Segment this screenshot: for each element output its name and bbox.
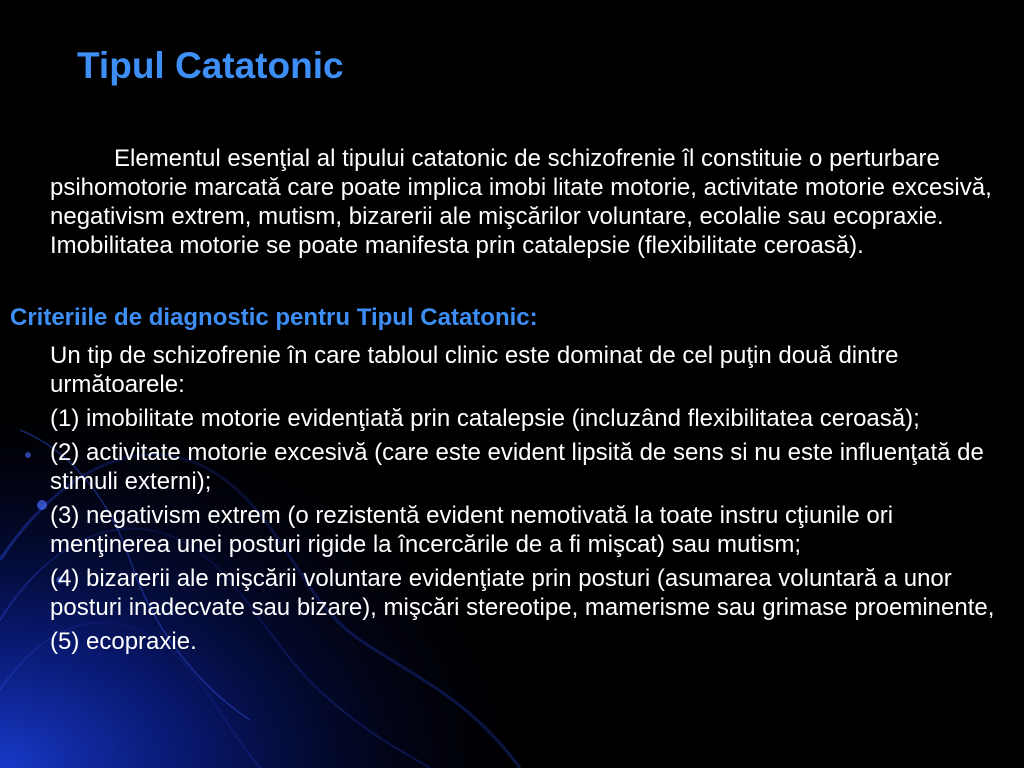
criteria-item-1: (1) imobilitate motorie evidenţiată prin catalepsie (incluzând flexibilitatea ceroasă); (50, 405, 920, 432)
criteria-item-5: (5) ecopraxie. (50, 628, 197, 655)
criteria-item-2: (2) activitate motorie excesivă (care este evident lipsită de sens si nu este influenţată de stimuli externi); (50, 439, 984, 495)
criteria-heading: Criteriile de diagnostic pentru Tipul Catatonic: (10, 304, 538, 331)
criteria-item-4: (4) bizarerii ale mişcării voluntare evidenţiate prin posturi (asumarea voluntară a unor posturi inadecvate sau bizare), mişcări stereotipe, mamerisme sau grimase proeminente, (50, 565, 995, 621)
criteria-item-lead: Un tip de schizofrenie în care tabloul clinic este dominat de cel puţin două dintre următoarele: (50, 342, 899, 398)
intro-paragraph: Elementul esenţial al tipului catatonic de schizofrenie îl constituie o perturbare psihomotorie marcată care poate implica imobi litate motorie, activitate motorie excesivă, negativism extrem, mutism, bizarerii ale mişcărilor voluntare, ecolalie sau ecopraxie. Imobilitatea motorie se poate manifesta prin catalepsie (flexibilitate ceroasă). (50, 145, 992, 259)
criteria-list (50, 341, 1016, 661)
slide-title: Tipul Catatonic (77, 45, 344, 86)
criteria-item-3: (3) negativism extrem (o rezistentă evident nemotivată la toate instru cţiunile ori menţinerea unei posturi rigide la încercările de a fi mişcat) sau mutism; (50, 502, 894, 558)
